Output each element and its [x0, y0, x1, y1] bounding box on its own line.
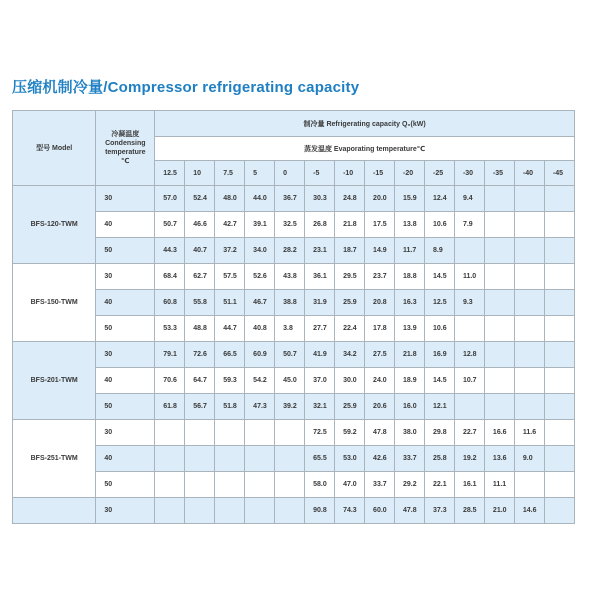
capacity-value-cell: 38.0 — [395, 420, 425, 446]
table-row — [13, 238, 575, 264]
capacity-value-cell — [544, 446, 574, 472]
capacity-value-cell: 68.4 — [155, 264, 185, 290]
capacity-value-cell: 16.1 — [454, 472, 484, 498]
capacity-value-cell: 70.6 — [155, 368, 185, 394]
capacity-value-cell: 43.8 — [275, 264, 305, 290]
capacity-value-cell — [484, 264, 514, 290]
table-row — [13, 186, 575, 212]
condensing-temp-cell: 40 — [96, 212, 155, 238]
capacity-value-cell: 19.2 — [454, 446, 484, 472]
model-header: 型号 Model — [13, 111, 96, 186]
capacity-value-cell — [275, 472, 305, 498]
model-name-cell: BFS-120-TWM — [13, 186, 96, 264]
capacity-value-cell — [155, 472, 185, 498]
capacity-value-cell — [245, 472, 275, 498]
capacity-value-cell: 40.8 — [245, 316, 275, 342]
capacity-value-cell — [155, 498, 185, 524]
capacity-value-cell: 52.6 — [245, 264, 275, 290]
capacity-value-cell — [454, 238, 484, 264]
capacity-value-cell: 16.9 — [424, 342, 454, 368]
capacity-value-cell: 30.0 — [335, 368, 365, 394]
capacity-value-cell — [514, 290, 544, 316]
capacity-value-cell: 12.1 — [424, 394, 454, 420]
capacity-value-cell: 14.5 — [424, 368, 454, 394]
capacity-value-cell: 20.6 — [365, 394, 395, 420]
capacity-value-cell: 10.6 — [424, 212, 454, 238]
capacity-value-cell: 48.0 — [215, 186, 245, 212]
capacity-value-cell: 72.6 — [185, 342, 215, 368]
capacity-value-cell: 24.0 — [365, 368, 395, 394]
evaporating-temp-header: 10 — [185, 161, 215, 186]
capacity-value-cell: 16.3 — [395, 290, 425, 316]
table-row — [13, 498, 575, 524]
capacity-value-cell: 44.7 — [215, 316, 245, 342]
capacity-table — [12, 110, 575, 524]
condensing-temp-cell: 50 — [96, 472, 155, 498]
capacity-value-cell: 16.0 — [395, 394, 425, 420]
capacity-value-cell: 36.7 — [275, 186, 305, 212]
capacity-value-cell — [454, 394, 484, 420]
capacity-value-cell: 23.7 — [365, 264, 395, 290]
capacity-value-cell — [484, 368, 514, 394]
table-row — [13, 212, 575, 238]
capacity-value-cell: 17.8 — [365, 316, 395, 342]
capacity-value-cell: 61.8 — [155, 394, 185, 420]
evaporating-temp-header: -5 — [305, 161, 335, 186]
capacity-value-cell: 58.0 — [305, 472, 335, 498]
capacity-value-cell: 22.1 — [424, 472, 454, 498]
capacity-value-cell: 26.8 — [305, 212, 335, 238]
capacity-value-cell: 53.3 — [155, 316, 185, 342]
condensing-temp-cell: 40 — [96, 290, 155, 316]
capacity-value-cell: 29.8 — [424, 420, 454, 446]
capacity-value-cell — [185, 420, 215, 446]
capacity-value-cell — [544, 238, 574, 264]
capacity-value-cell: 22.7 — [454, 420, 484, 446]
table-row — [13, 446, 575, 472]
capacity-value-cell: 47.3 — [245, 394, 275, 420]
capacity-value-cell — [544, 212, 574, 238]
evaporating-temp-header: -15 — [365, 161, 395, 186]
capacity-value-cell: 90.8 — [305, 498, 335, 524]
capacity-value-cell: 23.1 — [305, 238, 335, 264]
capacity-value-cell — [245, 498, 275, 524]
evaporating-temp-header: 12.5 — [155, 161, 185, 186]
capacity-value-cell: 34.0 — [245, 238, 275, 264]
capacity-value-cell — [484, 238, 514, 264]
capacity-value-cell: 32.5 — [275, 212, 305, 238]
capacity-value-cell: 46.6 — [185, 212, 215, 238]
capacity-value-cell: 27.5 — [365, 342, 395, 368]
capacity-value-cell — [484, 290, 514, 316]
capacity-value-cell: 79.1 — [155, 342, 185, 368]
capacity-value-cell: 13.6 — [484, 446, 514, 472]
capacity-value-cell: 51.8 — [215, 394, 245, 420]
capacity-value-cell: 13.8 — [395, 212, 425, 238]
capacity-value-cell: 46.7 — [245, 290, 275, 316]
capacity-value-cell: 22.4 — [335, 316, 365, 342]
evaporating-temp-header: -45 — [544, 161, 574, 186]
capacity-value-cell — [544, 472, 574, 498]
condensing-temp-cell: 30 — [96, 264, 155, 290]
capacity-value-cell — [544, 316, 574, 342]
table-row — [13, 342, 575, 368]
capacity-value-cell — [215, 498, 245, 524]
condensing-temp-cell: 50 — [96, 316, 155, 342]
capacity-value-cell: 56.7 — [185, 394, 215, 420]
condensing-temp-cell: 30 — [96, 342, 155, 368]
capacity-value-cell — [544, 420, 574, 446]
capacity-value-cell — [514, 342, 544, 368]
capacity-value-cell — [544, 290, 574, 316]
condensing-temp-cell: 30 — [96, 498, 155, 524]
capacity-value-cell: 31.9 — [305, 290, 335, 316]
capacity-value-cell — [155, 420, 185, 446]
capacity-value-cell: 60.9 — [245, 342, 275, 368]
capacity-value-cell: 50.7 — [275, 342, 305, 368]
capacity-value-cell: 52.4 — [185, 186, 215, 212]
capacity-value-cell: 34.2 — [335, 342, 365, 368]
evaporating-temp-header: -10 — [335, 161, 365, 186]
capacity-value-cell — [275, 498, 305, 524]
capacity-value-cell: 57.0 — [155, 186, 185, 212]
model-name-cell: BFS-150-TWM — [13, 264, 96, 342]
capacity-value-cell: 39.1 — [245, 212, 275, 238]
capacity-value-cell: 55.8 — [185, 290, 215, 316]
capacity-value-cell: 7.9 — [454, 212, 484, 238]
capacity-value-cell — [514, 212, 544, 238]
capacity-value-cell: 62.7 — [185, 264, 215, 290]
capacity-value-cell: 44.3 — [155, 238, 185, 264]
capacity-value-cell: 16.6 — [484, 420, 514, 446]
page-title: 压缩机制冷量/Compressor refrigerating capacity — [12, 79, 360, 96]
capacity-value-cell: 57.5 — [215, 264, 245, 290]
capacity-value-cell: 47.8 — [365, 420, 395, 446]
condensing-temp-cell: 50 — [96, 394, 155, 420]
capacity-value-cell: 37.0 — [305, 368, 335, 394]
capacity-value-cell — [454, 316, 484, 342]
capacity-value-cell: 38.8 — [275, 290, 305, 316]
evaporating-temp-header: -25 — [424, 161, 454, 186]
capacity-value-cell: 20.8 — [365, 290, 395, 316]
table-row — [13, 290, 575, 316]
capacity-value-cell — [514, 186, 544, 212]
capacity-value-cell: 21.0 — [484, 498, 514, 524]
capacity-value-cell: 11.0 — [454, 264, 484, 290]
table-row — [13, 394, 575, 420]
capacity-value-cell: 27.7 — [305, 316, 335, 342]
capacity-value-cell: 3.8 — [275, 316, 305, 342]
evaporating-temp-header: 7.5 — [215, 161, 245, 186]
capacity-value-cell: 18.7 — [335, 238, 365, 264]
capacity-value-cell: 32.1 — [305, 394, 335, 420]
capacity-value-cell — [514, 472, 544, 498]
capacity-value-cell — [484, 342, 514, 368]
table-row — [13, 368, 575, 394]
capacity-value-cell: 45.0 — [275, 368, 305, 394]
condensing-cn-label: 冷凝温度 — [111, 131, 140, 138]
capacity-value-cell — [155, 446, 185, 472]
capacity-value-cell: 20.0 — [365, 186, 395, 212]
condensing-temp-cell: 40 — [96, 368, 155, 394]
capacity-value-cell — [245, 446, 275, 472]
refrigerating-capacity-header: 制冷量 Refrigerating capacity Q₀(kW) — [155, 111, 575, 137]
capacity-value-cell — [215, 420, 245, 446]
capacity-value-cell: 44.0 — [245, 186, 275, 212]
capacity-value-cell: 41.9 — [305, 342, 335, 368]
capacity-value-cell — [484, 212, 514, 238]
capacity-value-cell: 65.5 — [305, 446, 335, 472]
capacity-value-cell: 14.5 — [424, 264, 454, 290]
capacity-value-cell — [185, 472, 215, 498]
model-name-cell: BFS-201-TWM — [13, 342, 96, 420]
capacity-value-cell — [514, 316, 544, 342]
capacity-value-cell: 66.5 — [215, 342, 245, 368]
capacity-value-cell — [544, 186, 574, 212]
capacity-value-cell — [275, 446, 305, 472]
capacity-value-cell: 39.2 — [275, 394, 305, 420]
capacity-value-cell: 9.4 — [454, 186, 484, 212]
capacity-value-cell: 64.7 — [185, 368, 215, 394]
condensing-en-label-1: Condensing — [105, 140, 146, 147]
table-row — [13, 472, 575, 498]
capacity-value-cell: 18.8 — [395, 264, 425, 290]
model-name-cell: BFS-251-TWM — [13, 420, 96, 498]
capacity-value-cell — [544, 368, 574, 394]
capacity-value-cell — [514, 238, 544, 264]
capacity-value-cell: 25.9 — [335, 290, 365, 316]
condensing-temp-cell: 50 — [96, 238, 155, 264]
table-row — [13, 420, 575, 446]
capacity-value-cell: 33.7 — [365, 472, 395, 498]
capacity-value-cell: 74.3 — [335, 498, 365, 524]
capacity-value-cell — [275, 420, 305, 446]
capacity-value-cell: 51.1 — [215, 290, 245, 316]
capacity-value-cell: 8.9 — [424, 238, 454, 264]
capacity-value-cell: 28.2 — [275, 238, 305, 264]
capacity-value-cell — [514, 264, 544, 290]
capacity-value-cell: 50.7 — [155, 212, 185, 238]
model-name-cell — [13, 498, 96, 524]
capacity-value-cell: 54.2 — [245, 368, 275, 394]
condensing-unit-label: ℃ — [121, 158, 130, 165]
capacity-value-cell: 25.9 — [335, 394, 365, 420]
capacity-value-cell: 60.8 — [155, 290, 185, 316]
condensing-temp-cell: 40 — [96, 446, 155, 472]
table-row — [13, 316, 575, 342]
capacity-value-cell: 59.2 — [335, 420, 365, 446]
capacity-value-cell: 72.5 — [305, 420, 335, 446]
condensing-temperature-header — [96, 111, 155, 186]
capacity-value-cell: 10.6 — [424, 316, 454, 342]
capacity-value-cell: 11.1 — [484, 472, 514, 498]
capacity-value-cell: 29.5 — [335, 264, 365, 290]
capacity-value-cell: 60.0 — [365, 498, 395, 524]
evaporating-temp-header: 5 — [245, 161, 275, 186]
capacity-value-cell: 9.3 — [454, 290, 484, 316]
evaporating-temp-header: -40 — [514, 161, 544, 186]
capacity-value-cell: 12.4 — [424, 186, 454, 212]
capacity-value-cell — [544, 264, 574, 290]
capacity-value-cell: 28.5 — [454, 498, 484, 524]
capacity-value-cell: 47.8 — [395, 498, 425, 524]
capacity-value-cell: 59.3 — [215, 368, 245, 394]
condensing-temp-cell: 30 — [96, 420, 155, 446]
evaporating-temp-header: -35 — [484, 161, 514, 186]
table-row — [13, 264, 575, 290]
capacity-value-cell: 18.9 — [395, 368, 425, 394]
capacity-value-cell: 15.9 — [395, 186, 425, 212]
capacity-value-cell — [185, 446, 215, 472]
capacity-value-cell: 14.6 — [514, 498, 544, 524]
capacity-value-cell: 42.7 — [215, 212, 245, 238]
capacity-value-cell — [544, 342, 574, 368]
evaporating-temp-header: 0 — [275, 161, 305, 186]
capacity-value-cell — [484, 316, 514, 342]
capacity-value-cell: 9.0 — [514, 446, 544, 472]
capacity-value-cell: 17.5 — [365, 212, 395, 238]
capacity-value-cell: 11.7 — [395, 238, 425, 264]
capacity-value-cell: 21.8 — [335, 212, 365, 238]
capacity-value-cell: 29.2 — [395, 472, 425, 498]
capacity-value-cell — [544, 498, 574, 524]
capacity-value-cell — [215, 472, 245, 498]
capacity-value-cell: 12.5 — [424, 290, 454, 316]
capacity-value-cell: 25.8 — [424, 446, 454, 472]
evaporating-temperature-header: 蒸发温度 Evaporating temperature℃ — [155, 137, 575, 161]
capacity-value-cell: 11.6 — [514, 420, 544, 446]
capacity-value-cell: 53.0 — [335, 446, 365, 472]
capacity-value-cell: 21.8 — [395, 342, 425, 368]
capacity-value-cell — [514, 394, 544, 420]
capacity-value-cell: 37.3 — [424, 498, 454, 524]
capacity-value-cell: 10.7 — [454, 368, 484, 394]
capacity-value-cell: 36.1 — [305, 264, 335, 290]
capacity-value-cell — [514, 368, 544, 394]
evaporating-temp-header: -20 — [395, 161, 425, 186]
capacity-value-cell — [484, 394, 514, 420]
capacity-value-cell — [245, 420, 275, 446]
capacity-value-cell — [484, 186, 514, 212]
capacity-value-cell: 13.9 — [395, 316, 425, 342]
capacity-value-cell: 24.8 — [335, 186, 365, 212]
capacity-value-cell: 40.7 — [185, 238, 215, 264]
capacity-value-cell: 42.6 — [365, 446, 395, 472]
capacity-value-cell: 30.3 — [305, 186, 335, 212]
condensing-temp-cell: 30 — [96, 186, 155, 212]
capacity-value-cell: 14.9 — [365, 238, 395, 264]
capacity-value-cell: 48.8 — [185, 316, 215, 342]
capacity-value-cell: 37.2 — [215, 238, 245, 264]
capacity-value-cell: 33.7 — [395, 446, 425, 472]
capacity-value-cell: 47.0 — [335, 472, 365, 498]
capacity-value-cell — [215, 446, 245, 472]
capacity-value-cell — [544, 394, 574, 420]
condensing-en-label-2: temperature — [105, 149, 146, 156]
evaporating-temp-header: -30 — [454, 161, 484, 186]
capacity-value-cell: 12.8 — [454, 342, 484, 368]
capacity-value-cell — [185, 498, 215, 524]
